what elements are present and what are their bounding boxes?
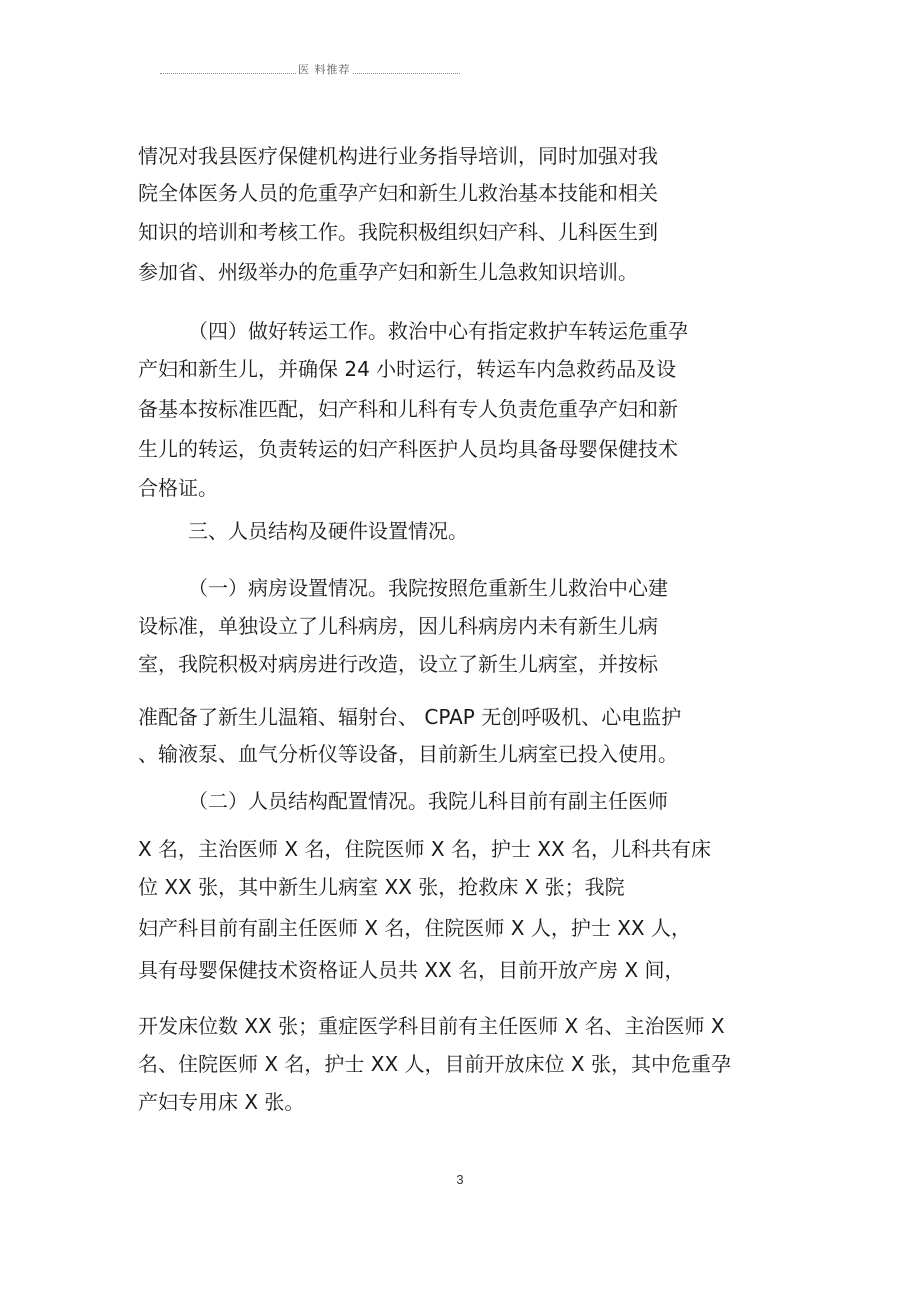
text-line: 室，我院积极对病房进行改造，设立了新生儿病室，并按标 <box>138 652 658 676</box>
text-line: 产妇专用床 X 张。 <box>138 1090 305 1114</box>
text-line: X 名，主治医师 X 名，住院医师 X 名，护士 XX 名，儿科共有床 <box>138 837 712 861</box>
text-line: 具有母婴保健技术资格证人员共 XX 名，目前开放产房 X 间， <box>138 958 685 982</box>
section-heading: 三、人员结构及硬件设置情况。 <box>188 519 468 543</box>
text-line: 设标准，单独设立了儿科病房，因儿科病房内未有新生儿病 <box>138 614 658 638</box>
text-line: 名、住院医师 X 名，护士 XX 人，目前开放床位 X 张，其中危重孕 <box>138 1052 731 1076</box>
text-line: （二）人员结构配置情况。我院儿科目前有副主任医师 <box>188 789 668 813</box>
text-line: 准配备了新生儿温箱、辐射台、 CPAP 无创呼吸机、心电监护 <box>138 705 682 729</box>
text-line: （四）做好转运工作。救治中心有指定救护车转运危重孕 <box>188 319 688 343</box>
text-line: 情况对我县医疗保健机构进行业务指导培训，同时加强对我 <box>138 144 658 168</box>
text-line: 妇产科目前有副主任医师 X 名，住院医师 X 人，护士 XX 人， <box>138 916 691 940</box>
text-line: 院全体医务人员的危重孕产妇和新生儿救治基本技能和相关 <box>138 181 658 205</box>
text-line: 参加省、州级举办的危重孕产妇和新生儿急救知识培训。 <box>138 260 638 284</box>
text-line: 位 XX 张，其中新生儿病室 XX 张，抢救床 X 张；我院 <box>138 875 625 899</box>
text-line: （一）病房设置情况。我院按照危重新生儿救治中心建 <box>188 576 668 600</box>
text-line: 合格证。 <box>138 476 218 500</box>
text-line: 备基本按标准匹配，妇产科和儿科有专人负责危重孕产妇和新 <box>138 397 678 421</box>
text-line: 开发床位数 XX 张；重症医学科目前有主任医师 X 名、主治医师 X <box>138 1014 725 1038</box>
text-line: 产妇和新生儿，并确保 24 小时运行，转运车内急救药品及设 <box>138 357 677 381</box>
page-number: 3 <box>456 1172 464 1187</box>
text-line: 、输液泵、血气分析仪等设备，目前新生儿病室已投入使用。 <box>138 742 678 766</box>
header-text: 医 料推荐 <box>298 63 351 76</box>
text-line: 生儿的转运，负责转运的妇产科医护人员均具备母婴保健技术 <box>138 437 678 461</box>
text-line: 知识的培训和考核工作。我院积极组织妇产科、儿科医生到 <box>138 220 658 244</box>
